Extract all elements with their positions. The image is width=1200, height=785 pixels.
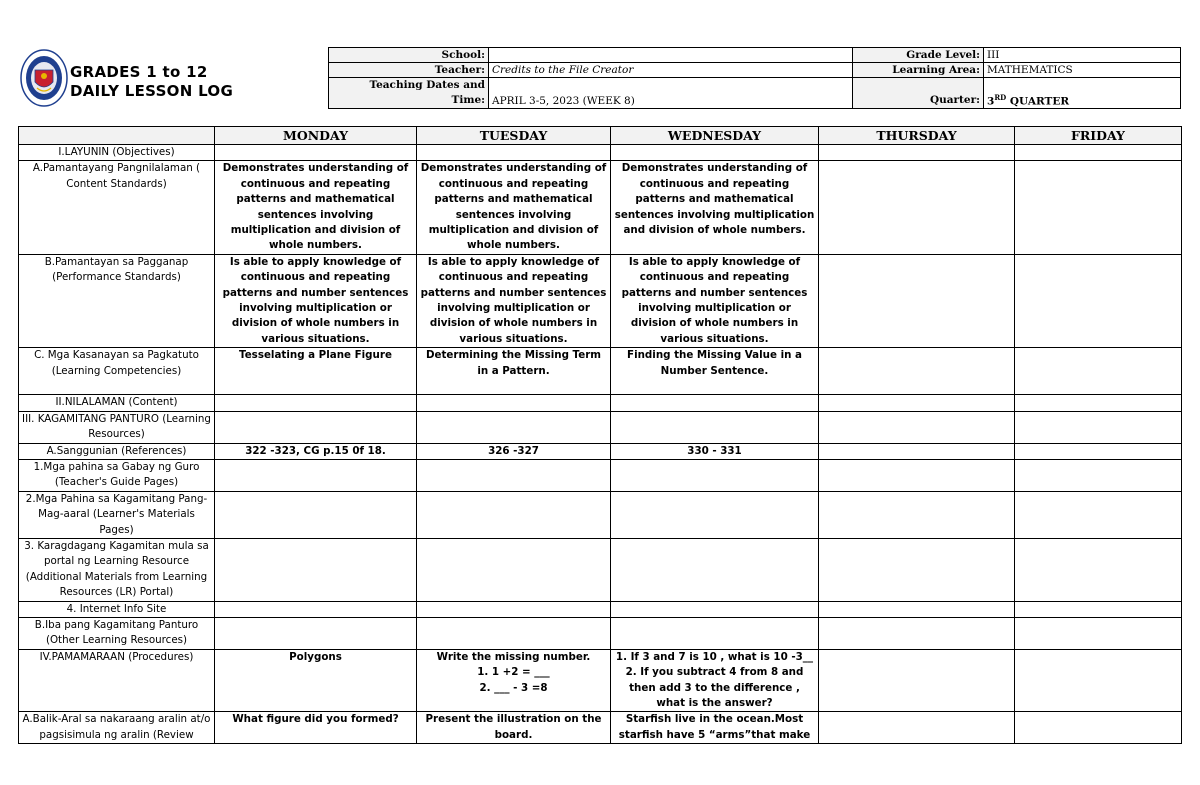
monday-cell[interactable]: 322 -323, CG p.15 0f 18. <box>215 443 417 459</box>
grade-level-field[interactable]: III <box>984 48 1181 63</box>
friday-cell[interactable] <box>1015 459 1182 491</box>
friday-cell[interactable] <box>1015 601 1182 617</box>
day-header-monday: MONDAY <box>215 127 417 145</box>
monday-cell[interactable] <box>215 491 417 538</box>
wednesday-procedure-item-1: 1. If 3 and 7 is 10 , what is 10 -3__ <box>615 650 814 663</box>
tuesday-cell[interactable] <box>417 145 611 161</box>
friday-cell[interactable] <box>1015 712 1182 744</box>
table-row <box>19 601 1182 617</box>
quarter-text: QUARTER <box>1006 95 1070 107</box>
thursday-cell[interactable] <box>819 491 1015 538</box>
quarter-field[interactable] <box>984 78 1181 109</box>
lesson-log-table <box>18 126 1182 744</box>
tuesday-cell[interactable]: 326 -327 <box>417 443 611 459</box>
teaching-dates-label-line2: Time: <box>451 94 485 106</box>
table-row <box>19 712 1182 744</box>
document-title <box>70 63 233 101</box>
wednesday-cell[interactable] <box>611 459 819 491</box>
friday-cell[interactable] <box>1015 411 1182 443</box>
thursday-cell[interactable] <box>819 395 1015 411</box>
deped-seal-logo <box>20 48 68 108</box>
learning-area-field[interactable]: MATHEMATICS <box>984 63 1181 78</box>
wednesday-cell[interactable]: Demonstrates understanding of continuous and repeating patterns and mathematical sentences involving multiplication and division of whole numbers. <box>611 161 819 254</box>
teacher-field[interactable]: Credits to the File Creator <box>489 63 853 78</box>
wednesday-cell[interactable] <box>611 145 819 161</box>
tuesday-cell[interactable] <box>417 395 611 411</box>
quarter-label: Quarter: <box>853 78 984 109</box>
wednesday-cell[interactable] <box>611 491 819 538</box>
row-label-content-standards: A.Pamantayang Pangnilalaman ( Content Standards) <box>19 161 215 254</box>
wednesday-cell[interactable] <box>611 538 819 601</box>
monday-cell[interactable]: What figure did you formed? <box>215 712 417 744</box>
teaching-dates-label-line1: Teaching Dates and <box>369 79 485 91</box>
row-label-teachers-guide: 1.Mga pahina sa Gabay ng Guro (Teacher's Guide Pages) <box>19 459 215 491</box>
quarter-suffix: RD <box>994 92 1007 102</box>
monday-cell[interactable]: Is able to apply knowledge of continuous and repeating patterns and number sentences involving multiplication or division of whole numbers in various situations. <box>215 254 417 347</box>
header-blank-cell <box>19 127 215 145</box>
header-info-table <box>328 47 1181 109</box>
tuesday-cell[interactable]: Present the illustration on the board. <box>417 712 611 744</box>
row-label-kagamitang-panturo: III. KAGAMITANG PANTURO (Learning Resources) <box>19 411 215 443</box>
friday-cell[interactable] <box>1015 161 1182 254</box>
day-header-tuesday: TUESDAY <box>417 127 611 145</box>
table-row <box>19 254 1182 347</box>
row-label-layunin: I.LAYUNIN (Objectives) <box>19 145 215 161</box>
wednesday-procedure-item-2: 2. If you subtract 4 from 8 and then add 3 to the difference , what is the answer? <box>625 666 804 709</box>
tuesday-cell[interactable] <box>417 411 611 443</box>
tuesday-procedure-item-2: 2. ___ - 3 =8 <box>479 681 548 694</box>
tuesday-cell[interactable] <box>417 538 611 601</box>
monday-cell[interactable] <box>215 601 417 617</box>
table-row <box>19 145 1182 161</box>
row-label-review: A.Balik-Aral sa nakaraang aralin at/o pagsisimula ng aralin (Review <box>19 712 215 744</box>
monday-cell[interactable]: Polygons <box>215 649 417 712</box>
friday-cell[interactable] <box>1015 395 1182 411</box>
tuesday-cell[interactable] <box>417 491 611 538</box>
tuesday-procedure-item-1: 1. 1 +2 = ___ <box>477 666 550 679</box>
grade-level-label: Grade Level: <box>853 48 984 63</box>
monday-cell[interactable] <box>215 145 417 161</box>
day-header-wednesday: WEDNESDAY <box>611 127 819 145</box>
day-header-friday: FRIDAY <box>1015 127 1182 145</box>
friday-cell[interactable] <box>1015 348 1182 395</box>
friday-cell[interactable] <box>1015 649 1182 712</box>
wednesday-cell[interactable] <box>611 649 819 712</box>
monday-cell[interactable] <box>215 459 417 491</box>
friday-cell[interactable] <box>1015 617 1182 649</box>
row-label-additional-materials: 3. Karagdagang Kagamitan mula sa portal ng Learning Resource (Additional Materials from Learning Resources (LR) Portal) <box>19 538 215 601</box>
wednesday-cell[interactable] <box>611 601 819 617</box>
table-row <box>19 348 1182 395</box>
monday-cell[interactable] <box>215 395 417 411</box>
thursday-cell[interactable] <box>819 145 1015 161</box>
school-label: School: <box>329 48 489 63</box>
thursday-cell[interactable] <box>819 712 1015 744</box>
wednesday-cell[interactable]: Is able to apply knowledge of continuous and repeating patterns and number sentences involving multiplication or division of whole numbers in various situations. <box>611 254 819 347</box>
thursday-cell[interactable] <box>819 601 1015 617</box>
row-label-learning-competencies: C. Mga Kasanayan sa Pagkatuto (Learning Competencies) <box>19 348 215 395</box>
wednesday-cell[interactable] <box>611 411 819 443</box>
monday-cell[interactable] <box>215 538 417 601</box>
row-label-internet-info-site: 4. Internet Info Site <box>19 601 215 617</box>
tuesday-cell[interactable] <box>417 601 611 617</box>
table-row <box>19 443 1182 459</box>
tuesday-cell[interactable] <box>417 617 611 649</box>
thursday-cell[interactable] <box>819 443 1015 459</box>
table-row <box>19 161 1182 254</box>
friday-cell[interactable] <box>1015 145 1182 161</box>
learning-area-label: Learning Area: <box>853 63 984 78</box>
title-line-2: DAILY LESSON LOG <box>70 82 234 100</box>
row-label-other-resources: B.Iba pang Kagamitang Panturo (Other Learning Resources) <box>19 617 215 649</box>
wednesday-cell[interactable]: Starfish live in the ocean.Most starfish have 5 “arms”that make <box>611 712 819 744</box>
school-field[interactable] <box>489 48 853 63</box>
wednesday-cell[interactable] <box>611 617 819 649</box>
friday-cell[interactable] <box>1015 254 1182 347</box>
row-label-sanggunian: A.Sanggunian (References) <box>19 443 215 459</box>
monday-cell[interactable]: Tesselating a Plane Figure <box>215 348 417 395</box>
row-label-procedures: IV.PAMAMARAAN (Procedures) <box>19 649 215 712</box>
thursday-cell[interactable] <box>819 411 1015 443</box>
table-header-row <box>19 127 1182 145</box>
friday-cell[interactable] <box>1015 538 1182 601</box>
teaching-dates-field[interactable]: APRIL 3-5, 2023 (WEEK 8) <box>489 78 853 109</box>
row-label-learners-materials: 2.Mga Pahina sa Kagamitang Pang-Mag-aaral (Learner's Materials Pages) <box>19 491 215 538</box>
table-row <box>19 395 1182 411</box>
thursday-cell[interactable] <box>819 254 1015 347</box>
tuesday-cell[interactable]: Is able to apply knowledge of continuous and repeating patterns and number sentences involving multiplication or division of whole numbers in various situations. <box>417 254 611 347</box>
table-row <box>19 411 1182 443</box>
table-row <box>19 538 1182 601</box>
thursday-cell[interactable] <box>819 538 1015 601</box>
quarter-number: 3 <box>987 95 995 107</box>
wednesday-cell[interactable]: 330 - 331 <box>611 443 819 459</box>
table-row <box>19 459 1182 491</box>
wednesday-cell[interactable] <box>611 395 819 411</box>
friday-cell[interactable] <box>1015 491 1182 538</box>
wednesday-cell[interactable]: Finding the Missing Value in a Number Sentence. <box>611 348 819 395</box>
teacher-label: Teacher: <box>329 63 489 78</box>
thursday-cell[interactable] <box>819 161 1015 254</box>
thursday-cell[interactable] <box>819 459 1015 491</box>
tuesday-cell[interactable]: Demonstrates understanding of continuous and repeating patterns and mathematical sentences involving multiplication and division of whole numbers. <box>417 161 611 254</box>
tuesday-cell[interactable] <box>417 649 611 712</box>
teaching-dates-label <box>329 78 489 109</box>
title-line-1: GRADES 1 to 12 <box>70 63 208 81</box>
friday-cell[interactable] <box>1015 443 1182 459</box>
tuesday-cell[interactable] <box>417 459 611 491</box>
thursday-cell[interactable] <box>819 348 1015 395</box>
monday-cell[interactable]: Demonstrates understanding of continuous and repeating patterns and mathematical sentences involving multiplication and division of whole numbers. <box>215 161 417 254</box>
thursday-cell[interactable] <box>819 617 1015 649</box>
thursday-cell[interactable] <box>819 649 1015 712</box>
table-row <box>19 491 1182 538</box>
monday-cell[interactable] <box>215 411 417 443</box>
row-label-nilalaman: II.NILALAMAN (Content) <box>19 395 215 411</box>
table-row <box>19 617 1182 649</box>
tuesday-procedure-intro: Write the missing number. <box>436 650 591 663</box>
tuesday-cell[interactable]: Determining the Missing Term in a Pattern. <box>417 348 611 395</box>
row-label-performance-standards: B.Pamantayan sa Pagganap (Performance Standards) <box>19 254 215 347</box>
table-row <box>19 649 1182 712</box>
day-header-thursday: THURSDAY <box>819 127 1015 145</box>
monday-cell[interactable] <box>215 617 417 649</box>
